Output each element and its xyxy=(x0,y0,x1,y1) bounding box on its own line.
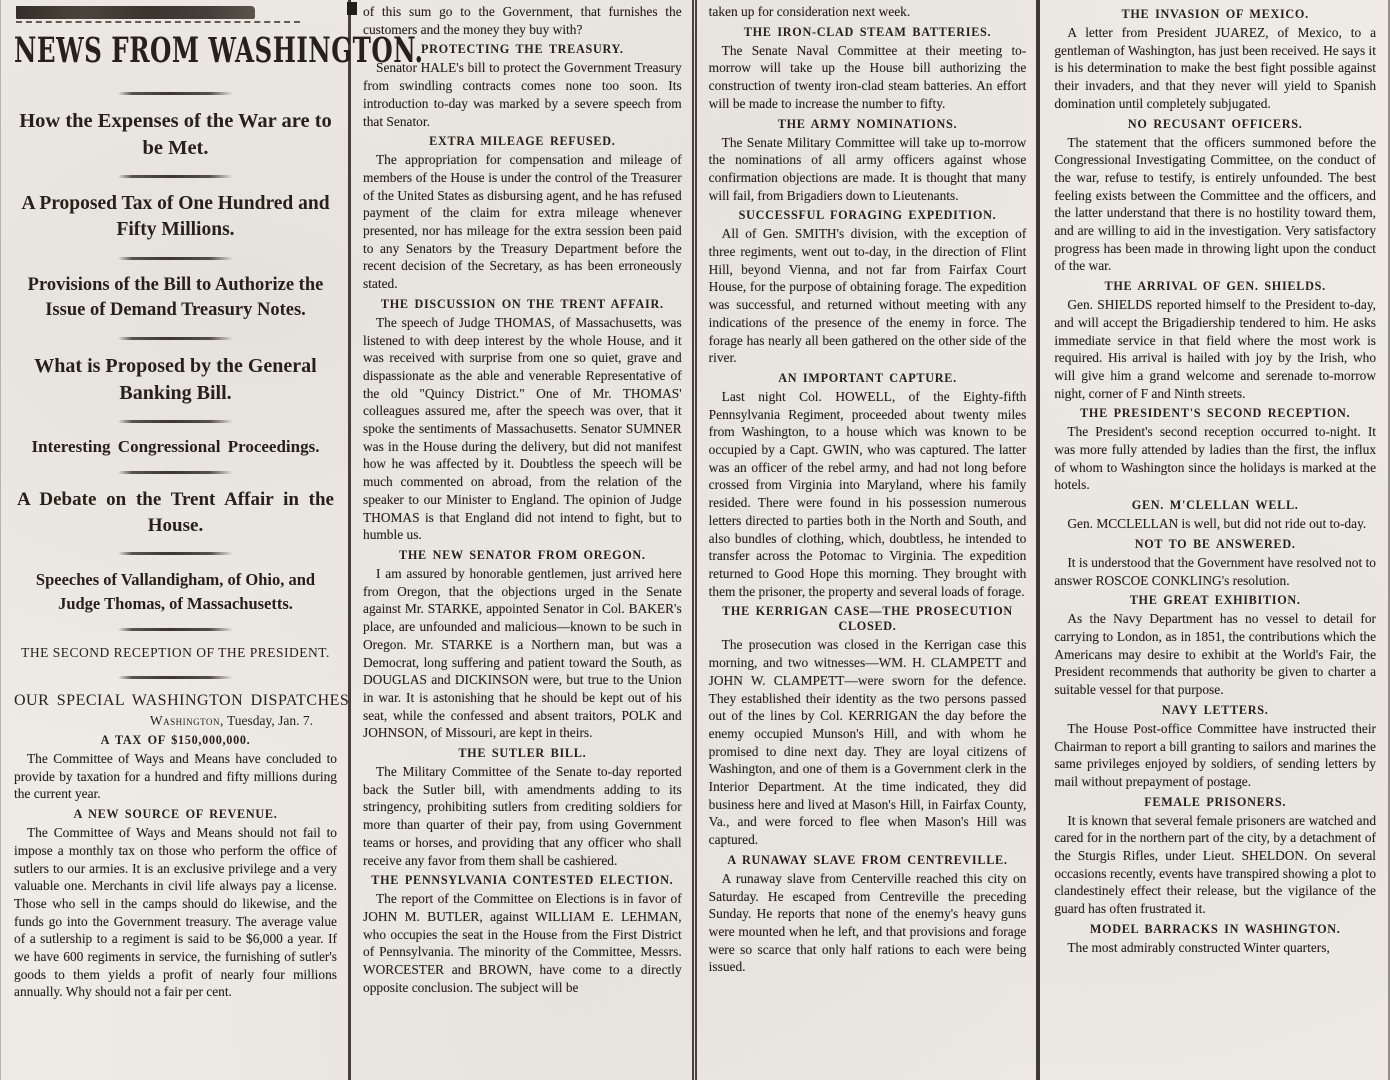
article-female-prisoners xyxy=(1054,795,1376,918)
divider-rule xyxy=(118,92,233,95)
divider-rule xyxy=(118,175,233,178)
torn-paper-dash-rule xyxy=(16,21,300,23)
article-presidents-reception xyxy=(1054,406,1376,494)
dateline xyxy=(14,713,337,729)
article-heading: MODEL BARRACKS IN WASHINGTON. xyxy=(1089,921,1341,936)
article-body: The report of the Committee on Elections is in favor of JOHN M. BUTLER, against WILLIAM E. LEHMAN, who occupies the seat in the House from the First District of Pennsylvania. The minority of the Committee, Messrs. WORCESTER and BROWN, have come to a directly opposite conclusion. The subject will be xyxy=(363,891,682,995)
deck-headline-expenses: How the Expenses of the War are to be Met. xyxy=(19,110,332,160)
divider-rule xyxy=(118,628,233,631)
ink-smudge xyxy=(347,2,357,15)
article-body: The statement that the officers summoned before the Congressional Investigating Committee, on the conduct of the war, refuse to testify, is entirely unfounded. The best feeling exists between the Committee and the officers, and the latter understand that there is no hostility toward them, and are willing to aid in the investigation. Very satisfactory progress has been made in throwing light upon the conduct of the war. xyxy=(1054,134,1377,274)
article-heading: AN IMPORTANT CAPTURE. xyxy=(778,370,957,385)
dateline-date: Tuesday, Jan. 7. xyxy=(223,713,313,729)
article-extra-mileage xyxy=(363,134,682,293)
column-4 xyxy=(1036,0,1390,1080)
article-body: The appropriation for compensation and mileage of members of the House is under the control of the Treasurer of the United States as disbursing agent, and he has refused payment of the claim for extra mileage whenever presented, nor has mileage for the extra session been paid to any Senators by the Treasury Department before the recent decision of the Secretary, as has been erroneously stated. xyxy=(363,152,682,292)
article-heading: THE SUTLER BILL. xyxy=(458,746,587,761)
article-sutler-bill xyxy=(363,746,682,869)
article-body: I am assured by honorable gentlemen, just arrived here from Oregon, that the objections urged in the Senate against Mr. STARKE, appointed Senator in Col. BAKER's place, are unfounded and malicious—known to be such in Oregon. Mr. STARKE is a Northern man, but was a Democrat, long suffering and patient toward the South, as DOUGLAS and DICKINSON were, but true to the Union in war. It is astonishing that he should be kept out of his seat, while the confessed and absent traitors, POLK and JOHNSON, of Missouri, are kept in theirs. xyxy=(363,565,682,741)
article-heading: THE PENNSYLVANIA CONTESTED ELECTION. xyxy=(371,873,674,888)
deck-headline-treasury-notes: Provisions of the Bill to Authorize the Issue of Demand Treasury Notes. xyxy=(27,274,324,321)
article-ironclad-batteries xyxy=(709,25,1027,113)
article-body: It is known that several female prisoners are watched and cared for in the northern part of the city, by a detachment of the Sturgis Rifles, under Lieut. SHELDON. On several occasions recently, events have transpired showing a plot to clandestinely effect their release, but the vigilance of the guard has often frustrated it. xyxy=(1054,812,1377,917)
article-body: Last night Col. HOWELL, of the Eighty-fifth Pennsylvania Regiment, proceeded about twenty miles from Washington, to a house which was known to be occupied by a Capt. GWIN, who was captured. The latter was an officer of the rebel army, and had not long before crossed from Virginia into Maryland, where his family resided. There were found in his possession numerous letters directed to parties both in the North and South, and also bundles of clothing, which, doubtless, he intended to transfer across the Potomac to Virginia. The expedition returned to Good Hope this morning. They brought with them the prisoner, the property and several loads of forage. xyxy=(708,388,1027,599)
article-body: The Committee of Ways and Means should not fail to impose a monthly tax on those who perform the office of sutlers to our armies. It is an exclusive privilege and a very valuable one. Merchants in civil life always pay a license. Those who sell in the camps should do likewise, and the funds go into the Government treasury. The average value of a sutlership to a regiment is said to be $6,000 a year. If we have 600 regiments in service, the furnishing of sutler's goods to them yields a profit of nearly four millions annually. Why should not a fair per cent. xyxy=(14,825,337,1000)
article-heading: A TAX OF $150,000,000. xyxy=(100,733,251,748)
deck-headline-banking-bill: What is Proposed by the General Banking Bill. xyxy=(34,354,317,404)
article-heading: THE GREAT EXHIBITION. xyxy=(1129,593,1301,608)
article-heading: THE PRESIDENT'S SECOND RECEPTION. xyxy=(1080,406,1351,421)
article-body: The President's second reception occurred to-night. It was more fully attended by ladies than the first, the influx of whom to Washington since the holidays is marked at the hotels. xyxy=(1054,424,1377,493)
divider-rule xyxy=(118,552,233,555)
deck-headline-proposed-tax: A Proposed Tax of One Hundred and Fifty Millions. xyxy=(21,193,330,241)
deck-headline-congressional-proceedings: Interesting Congressional Proceedings. xyxy=(31,436,320,456)
deck-headline-speeches: Speeches of Vallandigham, of Ohio, and Judge Thomas, of Massachusetts. xyxy=(35,570,316,613)
article-mcclellan-well xyxy=(1054,498,1376,533)
masthead-wrap xyxy=(14,29,424,79)
article-body: The Committee of Ways and Means have concluded to provide by taxation for a hundred and fifty millions during the current year. xyxy=(14,751,337,802)
article-great-exhibition xyxy=(1054,593,1376,699)
article-body: Gen. MCCLELLAN is well, but did not ride out to-day. xyxy=(1067,516,1367,532)
article-heading: THE ARMY NOMINATIONS. xyxy=(777,116,958,131)
article-heading: THE KERRIGAN CASE—THE PROSECUTION CLOSED. xyxy=(722,604,1013,634)
article-heading: THE IRON-CLAD STEAM BATTERIES. xyxy=(743,24,992,39)
continuation-paragraph: of this sum go to the Government, that furnishes the customers and the money they buy with? xyxy=(363,4,682,37)
masthead-title: NEWS FROM WASHINGTON. xyxy=(14,29,424,71)
torn-paper-edge xyxy=(16,6,255,19)
article-navy-letters xyxy=(1054,703,1376,791)
article-heading: A NEW SOURCE OF REVENUE. xyxy=(73,807,278,822)
article-body: All of Gen. SMITH's division, with the exception of three regiments, went out to-day, in the direction of Flint Hill, beyond Vienna, and not far from Fairfax Court House, for the purpose of obtaining forage. The expedition was successful, and returned without meeting with any indications of the presence of the enemy in force. The forage has nearly all been gathered on the other side of the river. xyxy=(708,226,1027,366)
article-heading: PROTECTING THE TREASURY. xyxy=(421,42,624,57)
article-body: The Military Committee of the Senate to-day reported back the Sutler bill, with amendments adding to its stringency, prohibiting sutlers from crediting soldiers for more than quarter of their pay, from using Government teams or horses, and providing that any officer who shall receive any favor from them shall be cashiered. xyxy=(363,764,682,868)
article-no-recusant-officers xyxy=(1054,117,1376,276)
article-foraging-expedition xyxy=(709,208,1027,367)
article-heading: THE DISCUSSION ON THE TRENT AFFAIR. xyxy=(380,296,664,311)
dispatch-header: OUR SPECIAL WASHINGTON DISPATCHES xyxy=(14,692,350,710)
article-body: The most admirably constructed Winter quarters, xyxy=(1067,939,1330,955)
article-army-nominations xyxy=(709,117,1027,205)
article-body: A letter from President JUAREZ, of Mexico, to a gentleman of Washington, has just been received. He says it is his determination to make the best fight possible against their invaders, and that they never will yield to Spanish domination until completely subjugated. xyxy=(1054,25,1377,111)
article-heading: A RUNAWAY SLAVE FROM CENTREVILLE. xyxy=(727,852,1008,867)
article-model-barracks xyxy=(1054,922,1376,957)
divider-rule xyxy=(118,337,233,340)
divider-rule xyxy=(118,676,233,679)
article-heading: SUCCESSFUL FORAGING EXPEDITION. xyxy=(738,208,997,223)
article-runaway-slave xyxy=(709,853,1027,976)
article-heading: THE NEW SENATOR FROM OREGON. xyxy=(399,547,646,562)
article-oregon-senator xyxy=(363,548,682,742)
article-heading: THE INVASION OF MEXICO. xyxy=(1121,7,1309,21)
column-2 xyxy=(348,0,692,1080)
article-kerrigan-case xyxy=(709,604,1027,848)
article-body: The House Post-office Committee have instructed their Chairman to report a bill granting to sailors and marines the same privileges enjoyed by soldiers, of sending letters by mail without prepayment of postage. xyxy=(1054,720,1377,789)
article-body: The Senate Military Committee will take up to-morrow the nominations of all army officers against whose confirmation objections are made. It is thought that many will fail, from Brigadiers down to Lieutenants. xyxy=(708,134,1027,203)
column-3 xyxy=(692,0,1037,1080)
article-heading: NAVY LETTERS. xyxy=(1161,702,1269,717)
article-body: The Senate Naval Committee at their meeting to-morrow will take up the House bill authorizing the construction of twenty iron-clad steam batteries. An effort will be made to increase the number to fifty. xyxy=(708,42,1027,111)
article-body: The prosecution was closed in the Kerrigan case this morning, and two witnesses—WM. H. CLAMPETT and JOHN W. CLAMPETT—were sworn for the defence. They established their identity as the two persons passed out of the lines by Col. KERRIGAN the day before the enemy occupied Munson's Hill, and with whom he promised to dine next day. They are loyal citizens of Washington, and one of them is a Government clerk in the Interior Department. At the time indicated, they did business here and lived at Mason's Hill, in Fairfax County, Va., and were forced to flee when Mason's Hill was captured. xyxy=(708,637,1027,848)
divider-rule xyxy=(118,471,233,474)
article-body: Gen. SHIELDS reported himself to the President to-day, and will accept the Brigadiership tendered to him. He asks immediate service in that field where the most work is required. His arrival is hailed with joy by the Irish, who will give him a grand welcome and serenade to-morrow night, corner of F and Ninth streets. xyxy=(1054,297,1377,401)
article-heading: THE ARRIVAL OF GEN. SHIELDS. xyxy=(1104,279,1326,294)
article-not-to-be-answered xyxy=(1054,537,1376,589)
dateline-place: Washington, xyxy=(149,713,224,729)
article-new-revenue xyxy=(14,807,337,1001)
article-trent-discussion xyxy=(363,297,682,544)
article-body: Senator HALE's bill to protect the Government Treasury from swindling contracts comes none too soon. Its introduction to-day was marked by a severe speech from that Senator. xyxy=(363,60,682,129)
article-important-capture xyxy=(709,371,1027,600)
article-heading: NO RECUSANT OFFICERS. xyxy=(1127,116,1303,131)
article-heading: FEMALE PRISONERS. xyxy=(1144,794,1287,809)
article-body: The speech of Judge THOMAS, of Massachusetts, was listened to with deep interest by the whole House, and it was received with surprise from one so quiet, grave and dispassionate as the able and venerable Representative of the old "Quincy District." One of Mr. THOMAS' colleagues assured me, after the speech was over, that it spoke the sentiments of Massachusetts. Senator SUMNER was in the House during the delivery, but did not manifest how he was affected by it. Doubtless the speech will be much commented on abroad, from the relation of the speaker to our Minister to England. The opinion of Judge THOMAS is that England did not intend to fight, but to humble us. xyxy=(363,314,682,543)
divider-rule xyxy=(118,420,233,423)
deck-headline-second-reception: THE SECOND RECEPTION OF THE PRESIDENT. xyxy=(21,645,330,661)
article-heading: NOT TO BE ANSWERED. xyxy=(1134,536,1296,551)
article-body: It is understood that the Government have resolved not to answer ROSCOE CONKLING's resolution. xyxy=(1054,554,1377,588)
article-heading: GEN. M'CLELLAN WELL. xyxy=(1131,498,1299,513)
continuation-paragraph: taken up for consideration next week. xyxy=(708,4,911,19)
article-heading: EXTRA MILEAGE REFUSED. xyxy=(429,134,616,149)
article-tax xyxy=(14,733,337,803)
column-headlines xyxy=(1,0,424,1080)
article-body: A runaway slave from Centerville reached this city on Saturday. He escaped from Centreville the preceding Sunday. He reports that none of the enemy's heavy guns were mounted when he left, and that provisions and forage were so scarce that only half rations to each were being issued. xyxy=(708,870,1027,975)
article-gen-shields xyxy=(1054,279,1376,402)
divider-rule xyxy=(118,257,233,260)
deck-headline-trent-debate: A Debate on the Trent Affair in the House. xyxy=(16,488,334,537)
article-invasion-mexico xyxy=(1054,7,1376,113)
article-body: As the Navy Department has no vessel to detail for carrying to London, as in 1851, the contributions which the Americans may desire to exhibit at the World's Fair, the President recommends that authority be given to charter a suitable vessel for that purpose. xyxy=(1054,611,1377,698)
article-pennsylvania-election xyxy=(363,873,682,996)
